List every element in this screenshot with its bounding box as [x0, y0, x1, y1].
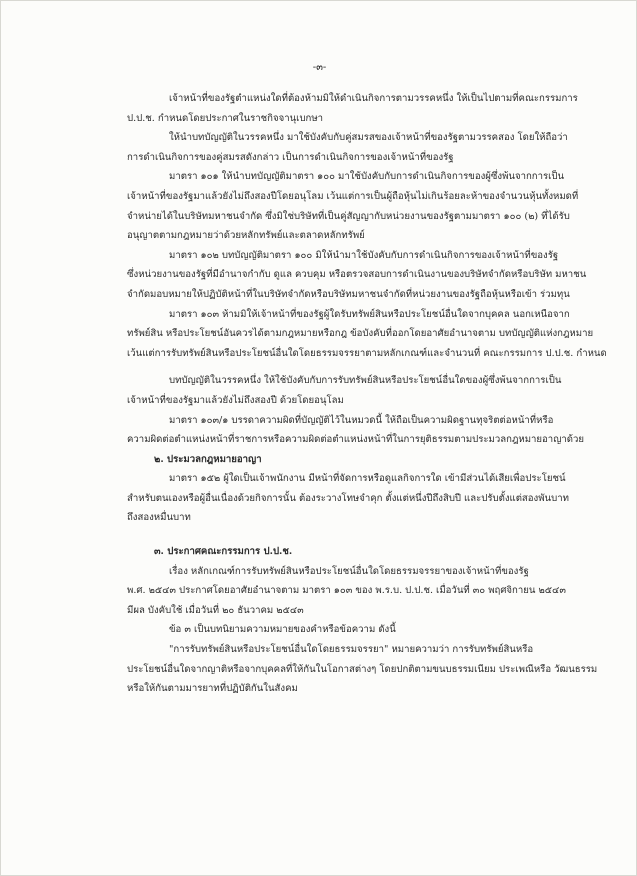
paragraph-line: เจ้าหน้าที่ของรัฐตำแหน่งใดที่ต้องห้ามมิให้ดำเนินกิจการตามวรรคหนึ่ง ให้เป็นไปตามที่คณะกรรมการ [169, 93, 578, 104]
section-152-line: มาตรา ๑๕๒ ผู้ใดเป็นเจ้าพนักงาน มีหน้าที่จัดการหรือดูแลกิจการใด เข้ามีส่วนได้เสียเพื่อประโยชน์ [169, 473, 566, 485]
section-102-line: ซึ่งหน่วยงานของรัฐที่มีอำนาจกำกับ ดูแล ควบคุม หรือตรวจสอบการดำเนินงานของบริษัทจำกัดหรือบริษัท มหาชน [127, 269, 587, 281]
section-101-line: มาตรา ๑๐๑ ให้นำบทบัญญัติมาตรา ๑๐๐ มาใช้บังคับกับการดำเนินกิจการของผู้ซึ่งพ้นจากการเป็น [169, 171, 565, 183]
announcement-subject-line: มีผล บังคับใช้ เมื่อวันที่ ๒๐ ธันวาคม ๒๕๔๓ [127, 604, 304, 616]
section-103-line: ทรัพย์สิน หรือประโยชน์อันควรได้ตามกฎหมายหรือกฎ ข้อบังคับที่ออกโดยอาศัยอำนาจตาม บทบัญญัติแห่งกฎหมาย [127, 328, 594, 340]
announcement-subject-line: พ.ศ. ๒๕๔๓ ประกาศโดยอาศัยอำนาจตาม มาตรา ๑๐๓ ของ พ.ร.บ. ป.ป.ช. เมื่อวันที่ ๓๐ พฤศจิกายน ๒๕๔๓ [127, 585, 566, 597]
clause-3-line: ข้อ ๓ เป็นบทนิยามความหมายของคำหรือข้อความ ดังนี้ [169, 624, 396, 636]
section-2-heading: ๒. ประมวลกฎหมายอาญา [154, 453, 262, 465]
section-152-line: สำหรับตนเองหรือผู้อื่นเนื่องด้วยกิจการนั้น ต้องระวางโทษจำคุก ตั้งแต่หนึ่งปีถึงสิบปี และปรับตั้งแต่สองพันบาท [127, 492, 569, 504]
paragraph-line: ป.ป.ช. กำหนดโดยประกาศในราชกิจจานุเบกษา [127, 112, 324, 124]
announcement-subject-line: เรื่อง หลักเกณฑ์การรับทรัพย์สินหรือประโยชน์อื่นใดโดยธรรมจรรยาของเจ้าหน้าที่ของรัฐ [169, 565, 529, 577]
paragraph-line: ให้นำบทบัญญัติในวรรคหนึ่ง มาใช้บังคับกับคู่สมรสของเจ้าหน้าที่ของรัฐตามวรรคสอง โดยให้ถือว่า [169, 132, 568, 144]
definition-line: หรือให้กันตามมารยาทที่ปฏิบัติกันในสังคม [127, 683, 298, 695]
definition-line: ประโยชน์อื่นใดจากญาติหรือจากบุคคลที่ให้กันในโอกาสต่างๆ โดยปกติตามขนบธรรมเนียม ประเพณีหรือ วัฒนธรรม [127, 663, 598, 675]
section-102-line: มาตรา ๑๐๒ บทบัญญัติมาตรา ๑๐๐ มิให้นำมาใช้บังคับกับการดำเนินกิจการของเจ้าหน้าที่ของรัฐ [169, 249, 559, 261]
paragraph-line: การดำเนินกิจการของคู่สมรสดังกล่าว เป็นการดำเนินกิจการของเจ้าหน้าที่ของรัฐ [127, 151, 454, 163]
section-101-line: จำหน่ายได้ในบริษัทมหาชนจำกัด ซึ่งมิใช่บริษัทที่เป็นคู่สัญญากับหน่วยงานของรัฐตามมาตรา ๑๐๐ (๒) ที่ได้รับ [127, 210, 570, 222]
definition-line: "การรับทรัพย์สินหรือประโยชน์อื่นใดโดยธรรมจรรยา" หมายความว่า การรับทรัพย์สินหรือ [169, 644, 534, 656]
section-101-line: เจ้าหน้าที่ของรัฐมาแล้วยังไม่ถึงสองปีโดยอนุโลม เว้นแต่การเป็นผู้ถือหุ้นไม่เกินร้อยละห้าของจำนวนหุ้นทั้งหมดที่ [127, 190, 579, 202]
section-103-para2-line: เจ้าหน้าที่ของรัฐมาแล้วยังไม่ถึงสองปี ด้วยโดยอนุโลม [127, 394, 344, 406]
section-152-line: ถึงสองหมื่นบาท [127, 512, 191, 524]
section-103-line: เว้นแต่การรับทรัพย์สินหรือประโยชน์อื่นใดโดยธรรมจรรยาตามหลักเกณฑ์และจำนวนที่ คณะกรรมการ ป.ป.ช. กำหนด [127, 347, 607, 359]
section-3-heading: ๓. ประกาศคณะกรรมการ ป.ป.ช. [154, 546, 293, 558]
page-number: -๓- [312, 62, 327, 73]
section-102-line: จำกัดมอบหมายให้ปฏิบัติหน้าที่ในบริษัทจำกัดหรือบริษัทมหาชนจำกัดที่หน่วยงานของรัฐถือหุ้นหรือเข้า ร่วมทุน [127, 288, 570, 300]
section-101-line: อนุญาตตามกฎหมายว่าด้วยหลักทรัพย์และตลาดหลักทรัพย์ [127, 230, 365, 242]
document-body [1, 89, 637, 699]
section-103-line: มาตรา ๑๐๓ ห้ามมิให้เจ้าหน้าที่ของรัฐผู้ใดรับทรัพย์สินหรือประโยชน์อื่นใดจากบุคคล นอกเหนือจาก [169, 308, 570, 320]
section-103-1-line: มาตรา ๑๐๓/๑ บรรดาความผิดที่บัญญัติไว้ในหมวดนี้ ให้ถือเป็นความผิดฐานทุจริตต่อหน้าที่หรือ [169, 414, 554, 426]
section-103-1-line: ความผิดต่อตำแหน่งหน้าที่ราชการหรือความผิดต่อตำแหน่งหน้าที่ในการยุติธรรมตามประมวลกฎหมายอาญาด้วย [127, 434, 584, 446]
section-103-para2-line: บทบัญญัติในวรรคหนึ่ง ให้ใช้บังคับกับการรับทรัพย์สินหรือประโยชน์อื่นใดของผู้ซึ่งพ้นจากการเป็น [169, 375, 562, 387]
